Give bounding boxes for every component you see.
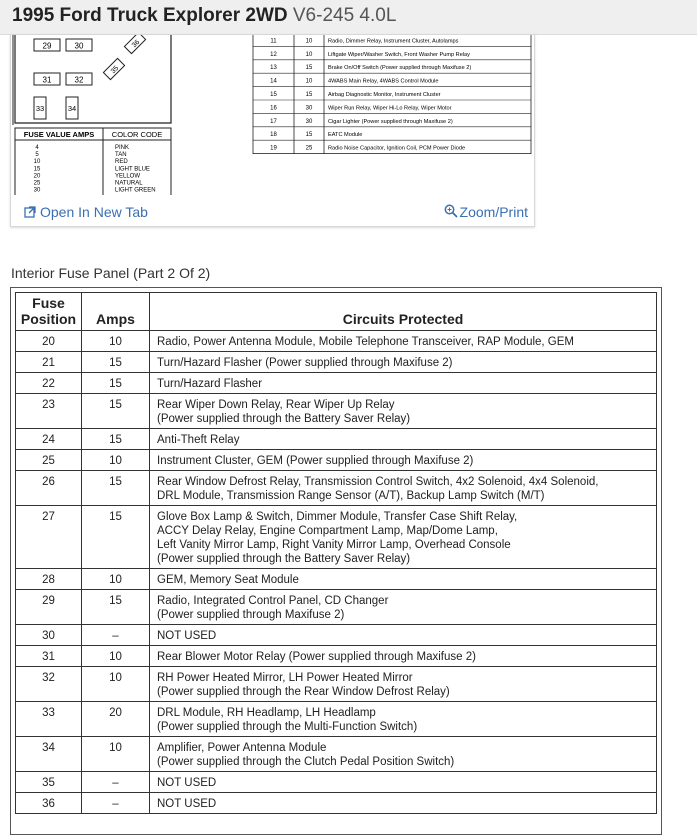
legend-color: LIGHT GREEN xyxy=(115,187,156,194)
fuse-amps: 10 xyxy=(82,646,150,667)
circuits-protected xyxy=(150,772,657,793)
fuse-amps: 15 xyxy=(82,590,150,625)
fuse-amps: 15 xyxy=(82,352,150,373)
fuse-position: 20 xyxy=(16,331,82,352)
page-header xyxy=(0,0,697,35)
circuit-line: Glove Box Lamp & Switch, Dimmer Module, Transfer Case Shift Relay, xyxy=(157,511,518,523)
fuse-amps: 20 xyxy=(82,702,150,737)
small-table-fuse: 18 xyxy=(270,132,277,139)
vehicle-title: 1995 Ford Truck Explorer 2WD xyxy=(12,5,288,26)
fuse-amps: 10 xyxy=(82,331,150,352)
circuits-protected xyxy=(150,471,657,506)
header-fuse-position xyxy=(16,293,82,331)
fuse-table xyxy=(15,292,657,814)
diagram-links xyxy=(11,201,534,223)
small-table-fuse: 14 xyxy=(270,78,277,85)
header-fuse-line1: Fuse xyxy=(32,295,65,311)
legend-amps: 20 xyxy=(33,173,41,180)
small-table-fuse: 13 xyxy=(270,65,277,72)
table-header-row xyxy=(16,293,657,331)
circuits-protected xyxy=(150,373,657,394)
legend-color: YELLOW xyxy=(115,173,141,180)
header-amps: Amps xyxy=(82,293,150,331)
fuse-position: 23 xyxy=(16,394,82,429)
diagram-card xyxy=(10,34,535,227)
small-table-amps: 10 xyxy=(305,38,313,45)
fuse-position: 33 xyxy=(16,702,82,737)
small-table-circuit: Airbag Diagnostic Monitor, Instrument Cluster xyxy=(328,92,441,98)
table-row xyxy=(16,793,657,814)
table-row xyxy=(16,667,657,702)
small-table-circuit: Radio, Dimmer Relay, Instrument Cluster, Autolamps xyxy=(328,38,459,45)
small-table-circuit: EATC Module xyxy=(328,132,363,139)
table-row xyxy=(16,590,657,625)
circuit-line: Anti-Theft Relay xyxy=(157,434,240,446)
circuit-line: (Power supplied through the Battery Saver Relay) xyxy=(157,413,411,425)
zoom-print-label: Zoom/Print xyxy=(459,204,528,220)
small-table-circuit: Brake On/Off Switch (Power supplied through Maxifuse 2) xyxy=(328,65,472,72)
circuit-line: RH Power Heated Mirror, LH Power Heated Mirror xyxy=(157,672,413,684)
fuse-position: 36 xyxy=(16,793,82,814)
fuse-position: 21 xyxy=(16,352,82,373)
fuse-label: 32 xyxy=(74,75,84,85)
circuits-protected xyxy=(150,625,657,646)
legend-color: LIGHT BLUE xyxy=(115,166,150,173)
zoom-print-link[interactable] xyxy=(444,204,528,220)
circuit-line: Radio, Power Antenna Module, Mobile Telephone Transceiver, RAP Module, GEM xyxy=(157,336,575,348)
fuse-position: 32 xyxy=(16,667,82,702)
fuse-amps: – xyxy=(82,793,150,814)
table-row xyxy=(16,569,657,590)
table-row xyxy=(16,646,657,667)
fuse-amps: – xyxy=(82,625,150,646)
fuse-position: 31 xyxy=(16,646,82,667)
fuse-label: 30 xyxy=(74,41,84,51)
circuits-protected xyxy=(150,667,657,702)
fuse-position: 22 xyxy=(16,373,82,394)
legend-amps: 25 xyxy=(33,180,41,187)
fuse-amps: – xyxy=(82,772,150,793)
fuse-label: 35 xyxy=(109,64,121,76)
legend-color: RED xyxy=(115,159,128,166)
circuit-line: DRL Module, Transmission Range Sensor (A/T), Backup Lamp Switch (M/T) xyxy=(157,490,545,502)
table-row xyxy=(16,331,657,352)
fuse-table-frame xyxy=(10,287,662,835)
fuse-panel-diagram xyxy=(11,35,534,195)
small-table-fuse: 17 xyxy=(270,118,277,125)
circuit-line: Instrument Cluster, GEM (Power supplied through Maxifuse 2) xyxy=(157,455,474,467)
small-table-amps: 10 xyxy=(305,51,313,58)
small-table-fuse: 16 xyxy=(270,105,277,112)
table-row xyxy=(16,506,657,569)
figure-caption: Interior Fuse Panel (Part 2 Of 2) xyxy=(11,265,211,281)
open-new-tab-icon xyxy=(24,206,36,218)
circuit-line: Left Vanity Mirror Lamp, Right Vanity Mirror Lamp, Overhead Console xyxy=(157,539,511,551)
legend-color: TAN xyxy=(115,152,127,159)
small-table-fuse: 19 xyxy=(270,145,277,152)
fuse-label: 33 xyxy=(35,104,45,113)
circuits-protected xyxy=(150,429,657,450)
small-table-circuit: 4WABS Main Relay, 4WABS Control Module xyxy=(328,78,439,85)
fuse-amps: 15 xyxy=(82,373,150,394)
zoom-magnifier-icon xyxy=(444,204,458,218)
fuse-label: 29 xyxy=(42,41,52,51)
circuit-line: (Power supplied through the Battery Saver Relay) xyxy=(157,553,411,565)
table-row xyxy=(16,373,657,394)
circuit-line: Radio, Integrated Control Panel, CD Changer xyxy=(157,595,389,607)
legend-amps: 30 xyxy=(33,187,41,194)
fuse-position: 35 xyxy=(16,772,82,793)
circuits-protected xyxy=(150,352,657,373)
table-row xyxy=(16,471,657,506)
circuit-line: Rear Window Defrost Relay, Transmission Control Switch, 4x2 Solenoid, 4x4 Solenoid, xyxy=(157,476,599,488)
small-table-amps: 10 xyxy=(305,78,313,85)
legend-amps: 15 xyxy=(33,166,41,173)
fuse-amps: 10 xyxy=(82,569,150,590)
open-in-new-tab-link[interactable] xyxy=(24,204,148,220)
circuits-protected xyxy=(150,793,657,814)
table-row xyxy=(16,737,657,772)
small-table-circuit: Radio Noise Capacitor, Ignition Coil, PCM Power Diode xyxy=(328,145,466,152)
circuit-line: NOT USED xyxy=(157,798,217,810)
circuit-line: NOT USED xyxy=(157,777,217,789)
table-row xyxy=(16,625,657,646)
circuit-line: GEM, Memory Seat Module xyxy=(157,574,299,586)
circuits-protected xyxy=(150,646,657,667)
fuse-amps: 15 xyxy=(82,429,150,450)
fuse-position: 28 xyxy=(16,569,82,590)
table-row xyxy=(16,352,657,373)
fuse-amps: 15 xyxy=(82,471,150,506)
circuits-protected xyxy=(150,331,657,352)
fuse-label: 34 xyxy=(67,104,77,113)
circuit-line: Amplifier, Power Antenna Module xyxy=(157,742,327,754)
circuit-line: Rear Wiper Down Relay, Rear Wiper Up Relay xyxy=(157,399,395,411)
small-table-fuse: 15 xyxy=(270,92,277,98)
fuse-amps: 10 xyxy=(82,737,150,772)
fuse-amps: 10 xyxy=(82,450,150,471)
fuse-amps: 10 xyxy=(82,667,150,702)
fuse-position: 25 xyxy=(16,450,82,471)
circuits-protected xyxy=(150,569,657,590)
table-row xyxy=(16,702,657,737)
fuse-amps: 15 xyxy=(82,506,150,569)
circuit-line: (Power supplied through the Rear Window Defrost Relay) xyxy=(157,686,450,698)
legend-color: PINK xyxy=(115,145,130,151)
small-table-amps: 30 xyxy=(305,105,313,112)
small-table-amps: 15 xyxy=(305,65,313,72)
engine-subtitle: V6-245 4.0L xyxy=(292,5,397,26)
small-table-amps: 15 xyxy=(305,92,313,98)
circuit-line: NOT USED xyxy=(157,630,217,642)
small-table-fuse: 11 xyxy=(270,38,277,45)
legend-header-color: COLOR CODE xyxy=(111,130,163,139)
small-table-circuit: Cigar Lighter (Power supplied through Maxifuse 2) xyxy=(328,118,453,125)
circuit-line: (Power supplied through the Multi-Function Switch) xyxy=(157,721,418,733)
legend-amps: 5 xyxy=(35,152,39,159)
header-fuse-line2: Position xyxy=(20,311,77,327)
small-table-fuse: 12 xyxy=(270,51,277,58)
legend-amps: 4 xyxy=(35,145,39,151)
table-row xyxy=(16,772,657,793)
fuse-label: 31 xyxy=(42,75,52,85)
fuse-position: 26 xyxy=(16,471,82,506)
circuits-protected xyxy=(150,590,657,625)
fuse-amps: 15 xyxy=(82,394,150,429)
small-table-amps: 25 xyxy=(305,145,313,152)
open-in-new-tab-label: Open In New Tab xyxy=(40,204,148,220)
table-row xyxy=(16,429,657,450)
circuit-line: Rear Blower Motor Relay (Power supplied through Maxifuse 2) xyxy=(157,651,476,663)
legend-amps: 10 xyxy=(33,159,41,166)
circuit-line: (Power supplied through Maxifuse 2) xyxy=(157,609,345,621)
table-row xyxy=(16,394,657,429)
circuit-line: Turn/Hazard Flasher (Power supplied through Maxifuse 2) xyxy=(157,357,453,369)
table-row xyxy=(16,450,657,471)
legend-header-amps: FUSE VALUE AMPS xyxy=(23,130,95,139)
circuits-protected xyxy=(150,450,657,471)
fuse-label: 36 xyxy=(130,38,142,50)
small-table-amps: 15 xyxy=(305,132,313,139)
circuit-line: Turn/Hazard Flasher xyxy=(157,378,263,390)
circuits-protected xyxy=(150,506,657,569)
circuit-line: (Power supplied through the Clutch Pedal Position Switch) xyxy=(157,756,455,768)
small-table-circuit: Liftgate Wiper/Washer Switch, Front Washer Pump Relay xyxy=(328,51,470,58)
small-table-circuit: Wiper Run Relay, Wiper Hi-Lo Relay, Wiper Motor xyxy=(328,105,452,112)
fuse-position: 27 xyxy=(16,506,82,569)
circuits-protected xyxy=(150,394,657,429)
header-circuits-protected: Circuits Protected xyxy=(150,293,657,331)
page-title xyxy=(12,5,396,27)
circuit-line: ACCY Delay Relay, Engine Compartment Lamp, Map/Dome Lamp, xyxy=(157,525,498,537)
fuse-position: 24 xyxy=(16,429,82,450)
circuits-protected xyxy=(150,737,657,772)
fuse-position: 29 xyxy=(16,590,82,625)
fuse-position: 34 xyxy=(16,737,82,772)
fuse-position: 30 xyxy=(16,625,82,646)
circuits-protected xyxy=(150,702,657,737)
circuit-line: DRL Module, RH Headlamp, LH Headlamp xyxy=(157,707,376,719)
small-table-amps: 30 xyxy=(305,118,313,125)
legend-color: NATURAL xyxy=(115,180,143,187)
